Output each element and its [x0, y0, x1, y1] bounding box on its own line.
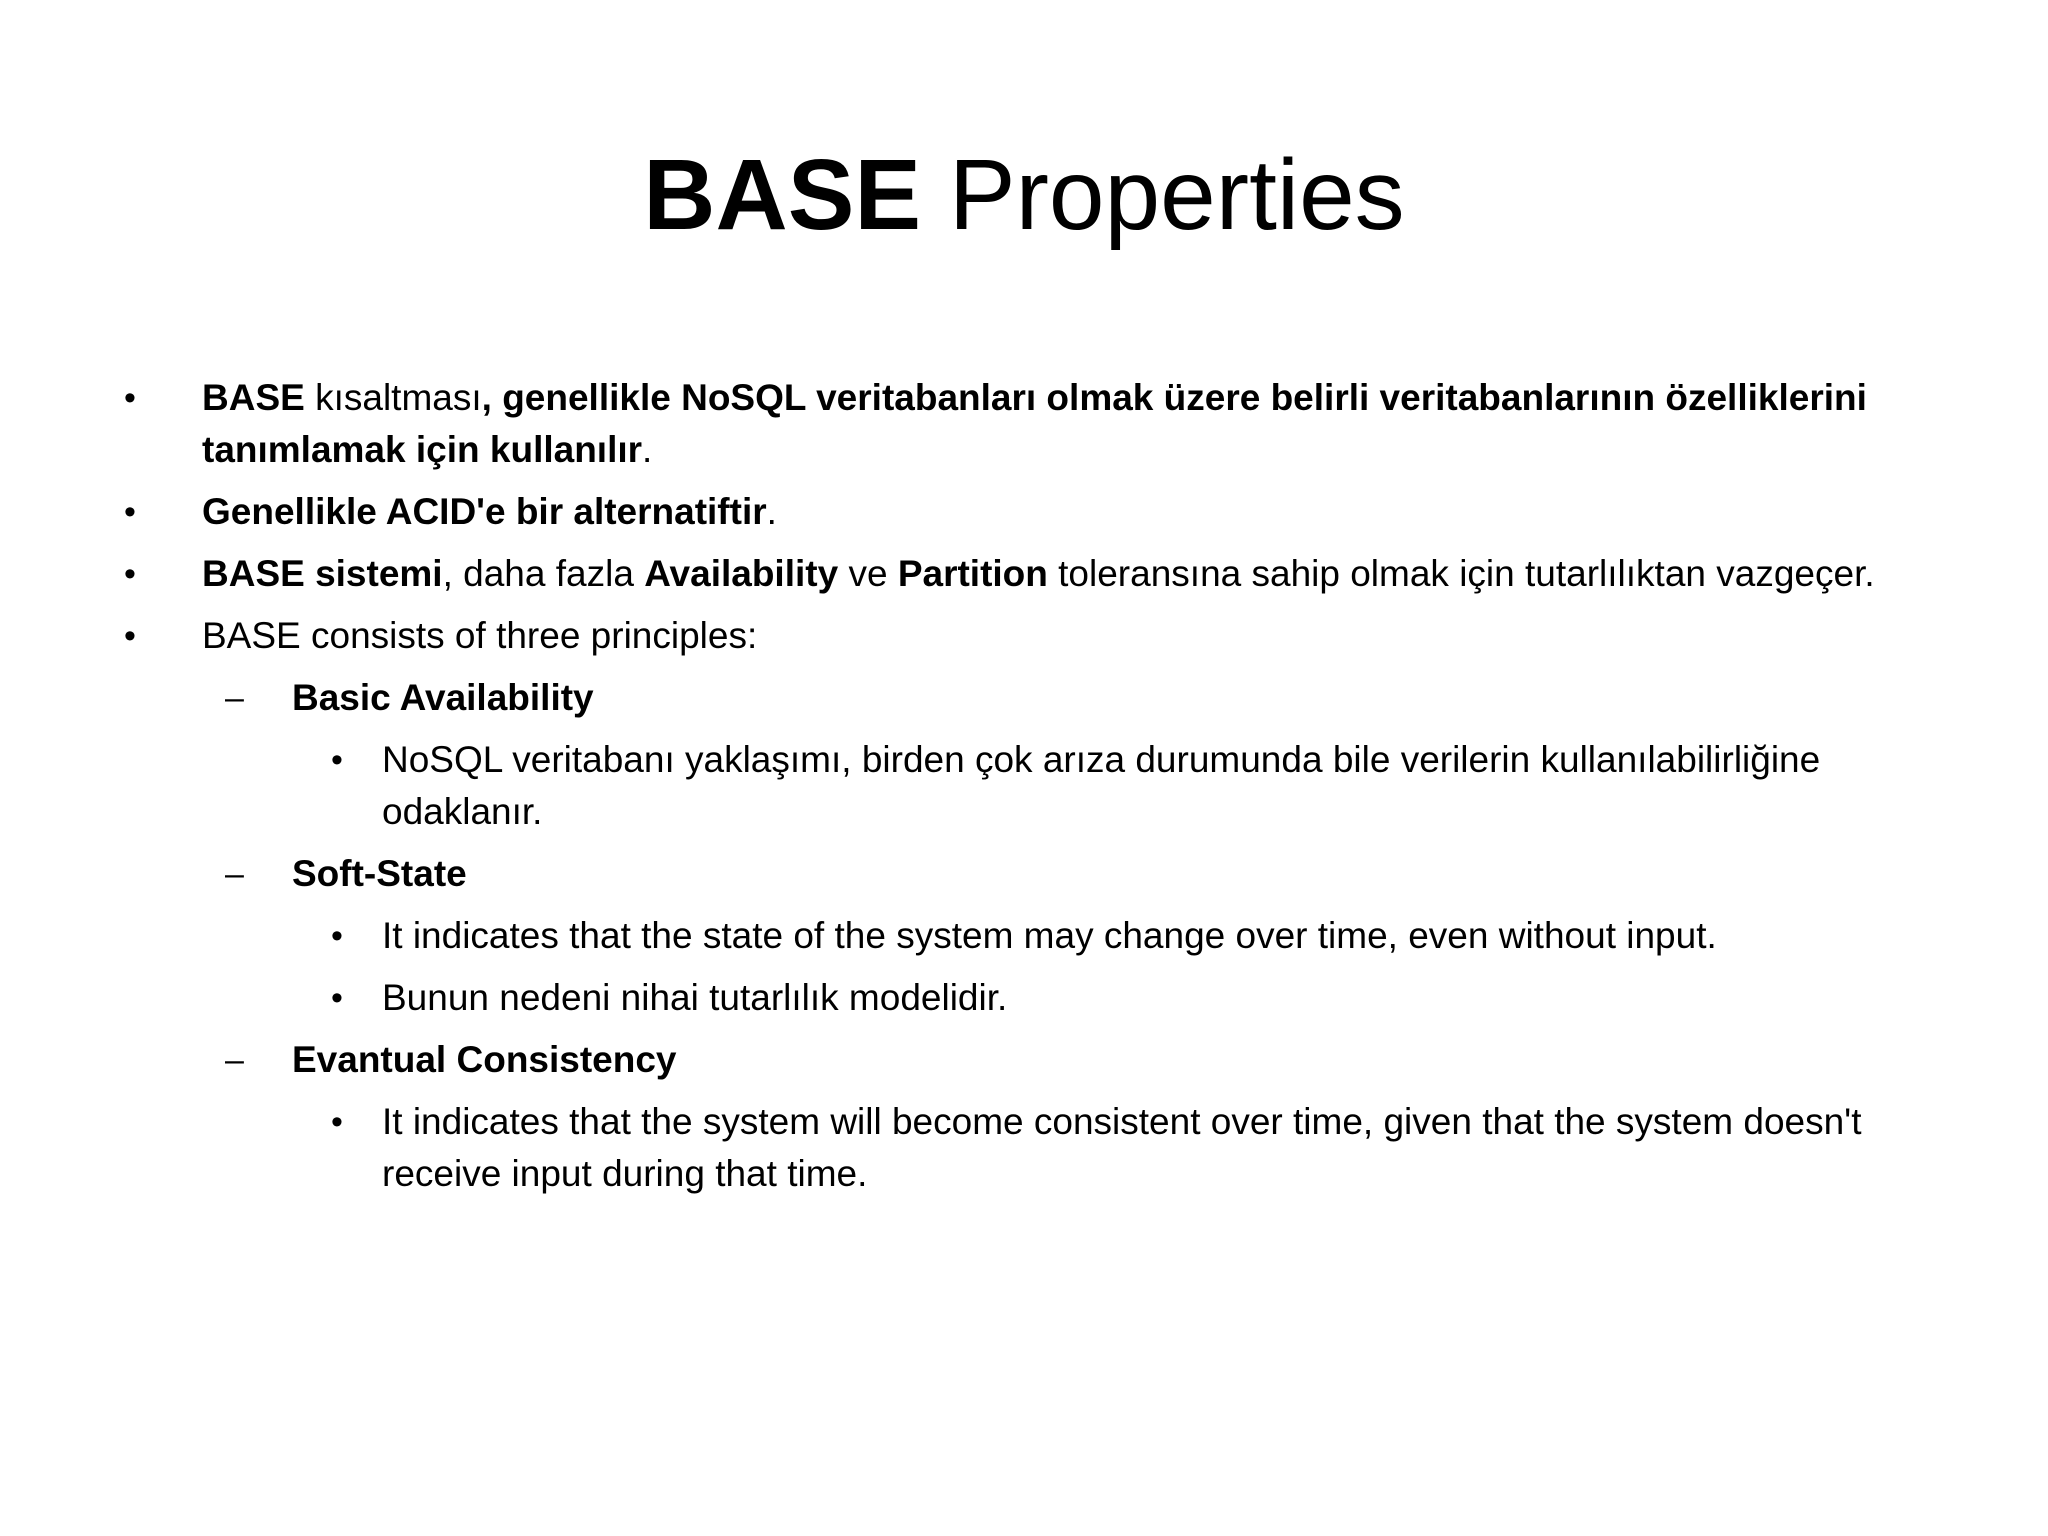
- principle-soft-state: [0, 848, 2048, 900]
- principle-title: Evantual Consistency: [292, 1039, 677, 1080]
- text-desc: , genellikle NoSQL veritabanları olmak üzere belirli veritabanlarının özelliklerini: [481, 377, 1867, 418]
- bullet-icon: •: [124, 379, 136, 417]
- point-line: NoSQL veritabanı yaklaşımı, birden çok arıza durumunda bile verilerin kullanılabilirliğine: [382, 739, 1821, 780]
- bullet-list: [0, 372, 2048, 1210]
- bullet-text: [202, 548, 1875, 600]
- text-base: BASE: [202, 377, 305, 418]
- point-text: [382, 734, 1820, 838]
- text-bold: Genellikle ACID'e bir alternatiftir: [202, 491, 767, 532]
- point-line: It indicates that the system will become consistent over time, given that the system doesn't: [382, 1101, 1862, 1142]
- point-text: [382, 1096, 1862, 1200]
- dash-icon: –: [225, 1041, 244, 1079]
- principle-point: [0, 910, 2048, 962]
- principle-title: Soft-State: [292, 853, 467, 894]
- bullet-item-3: [0, 548, 2048, 600]
- principle-point: [0, 734, 2048, 838]
- bullet-item-4: [0, 610, 2048, 662]
- principle-title: Basic Availability: [292, 677, 594, 718]
- principle-point: [0, 1096, 2048, 1200]
- point-line: receive input during that time.: [382, 1153, 868, 1194]
- bullet-icon: •: [331, 741, 343, 779]
- text-partition: Partition: [897, 553, 1048, 594]
- slide-title: [0, 135, 2048, 255]
- bullet-icon: •: [124, 617, 136, 655]
- bullet-text: BASE consists of three principles:: [202, 615, 758, 656]
- point-text: It indicates that the state of the system may change over time, even without input.: [382, 915, 1717, 956]
- title-bold: BASE: [643, 139, 922, 251]
- text-period: .: [766, 491, 777, 532]
- text-part: , daha fazla: [442, 553, 645, 594]
- bullet-item-2: [0, 486, 2048, 538]
- bullet-icon: •: [124, 493, 136, 531]
- point-line: odaklanır.: [382, 791, 543, 832]
- principle-eventual-consistency: [0, 1034, 2048, 1086]
- bullet-text: [202, 486, 777, 538]
- text-base-system: BASE sistemi: [202, 553, 443, 594]
- text-availability: Availability: [644, 553, 839, 594]
- bullet-icon: •: [331, 979, 343, 1017]
- bullet-icon: •: [331, 917, 343, 955]
- principle-point: [0, 972, 2048, 1024]
- text-part: ve: [838, 553, 898, 594]
- text-period: .: [642, 429, 653, 470]
- dash-icon: –: [225, 855, 244, 893]
- text-part: toleransına sahip olmak için tutarlılıktan vazgeçer.: [1047, 553, 1875, 594]
- title-rest: Properties: [921, 139, 1405, 251]
- text-abbrev: kısaltması: [304, 377, 482, 418]
- bullet-item-1: [0, 372, 2048, 476]
- bullet-icon: •: [124, 555, 136, 593]
- dash-icon: –: [225, 679, 244, 717]
- bullet-text: [202, 372, 1867, 476]
- principle-basic-availability: [0, 672, 2048, 724]
- text-desc-cont: tanımlamak için kullanılır: [202, 429, 643, 470]
- point-text: Bunun nedeni nihai tutarlılık modelidir.: [382, 977, 1008, 1018]
- bullet-icon: •: [331, 1103, 343, 1141]
